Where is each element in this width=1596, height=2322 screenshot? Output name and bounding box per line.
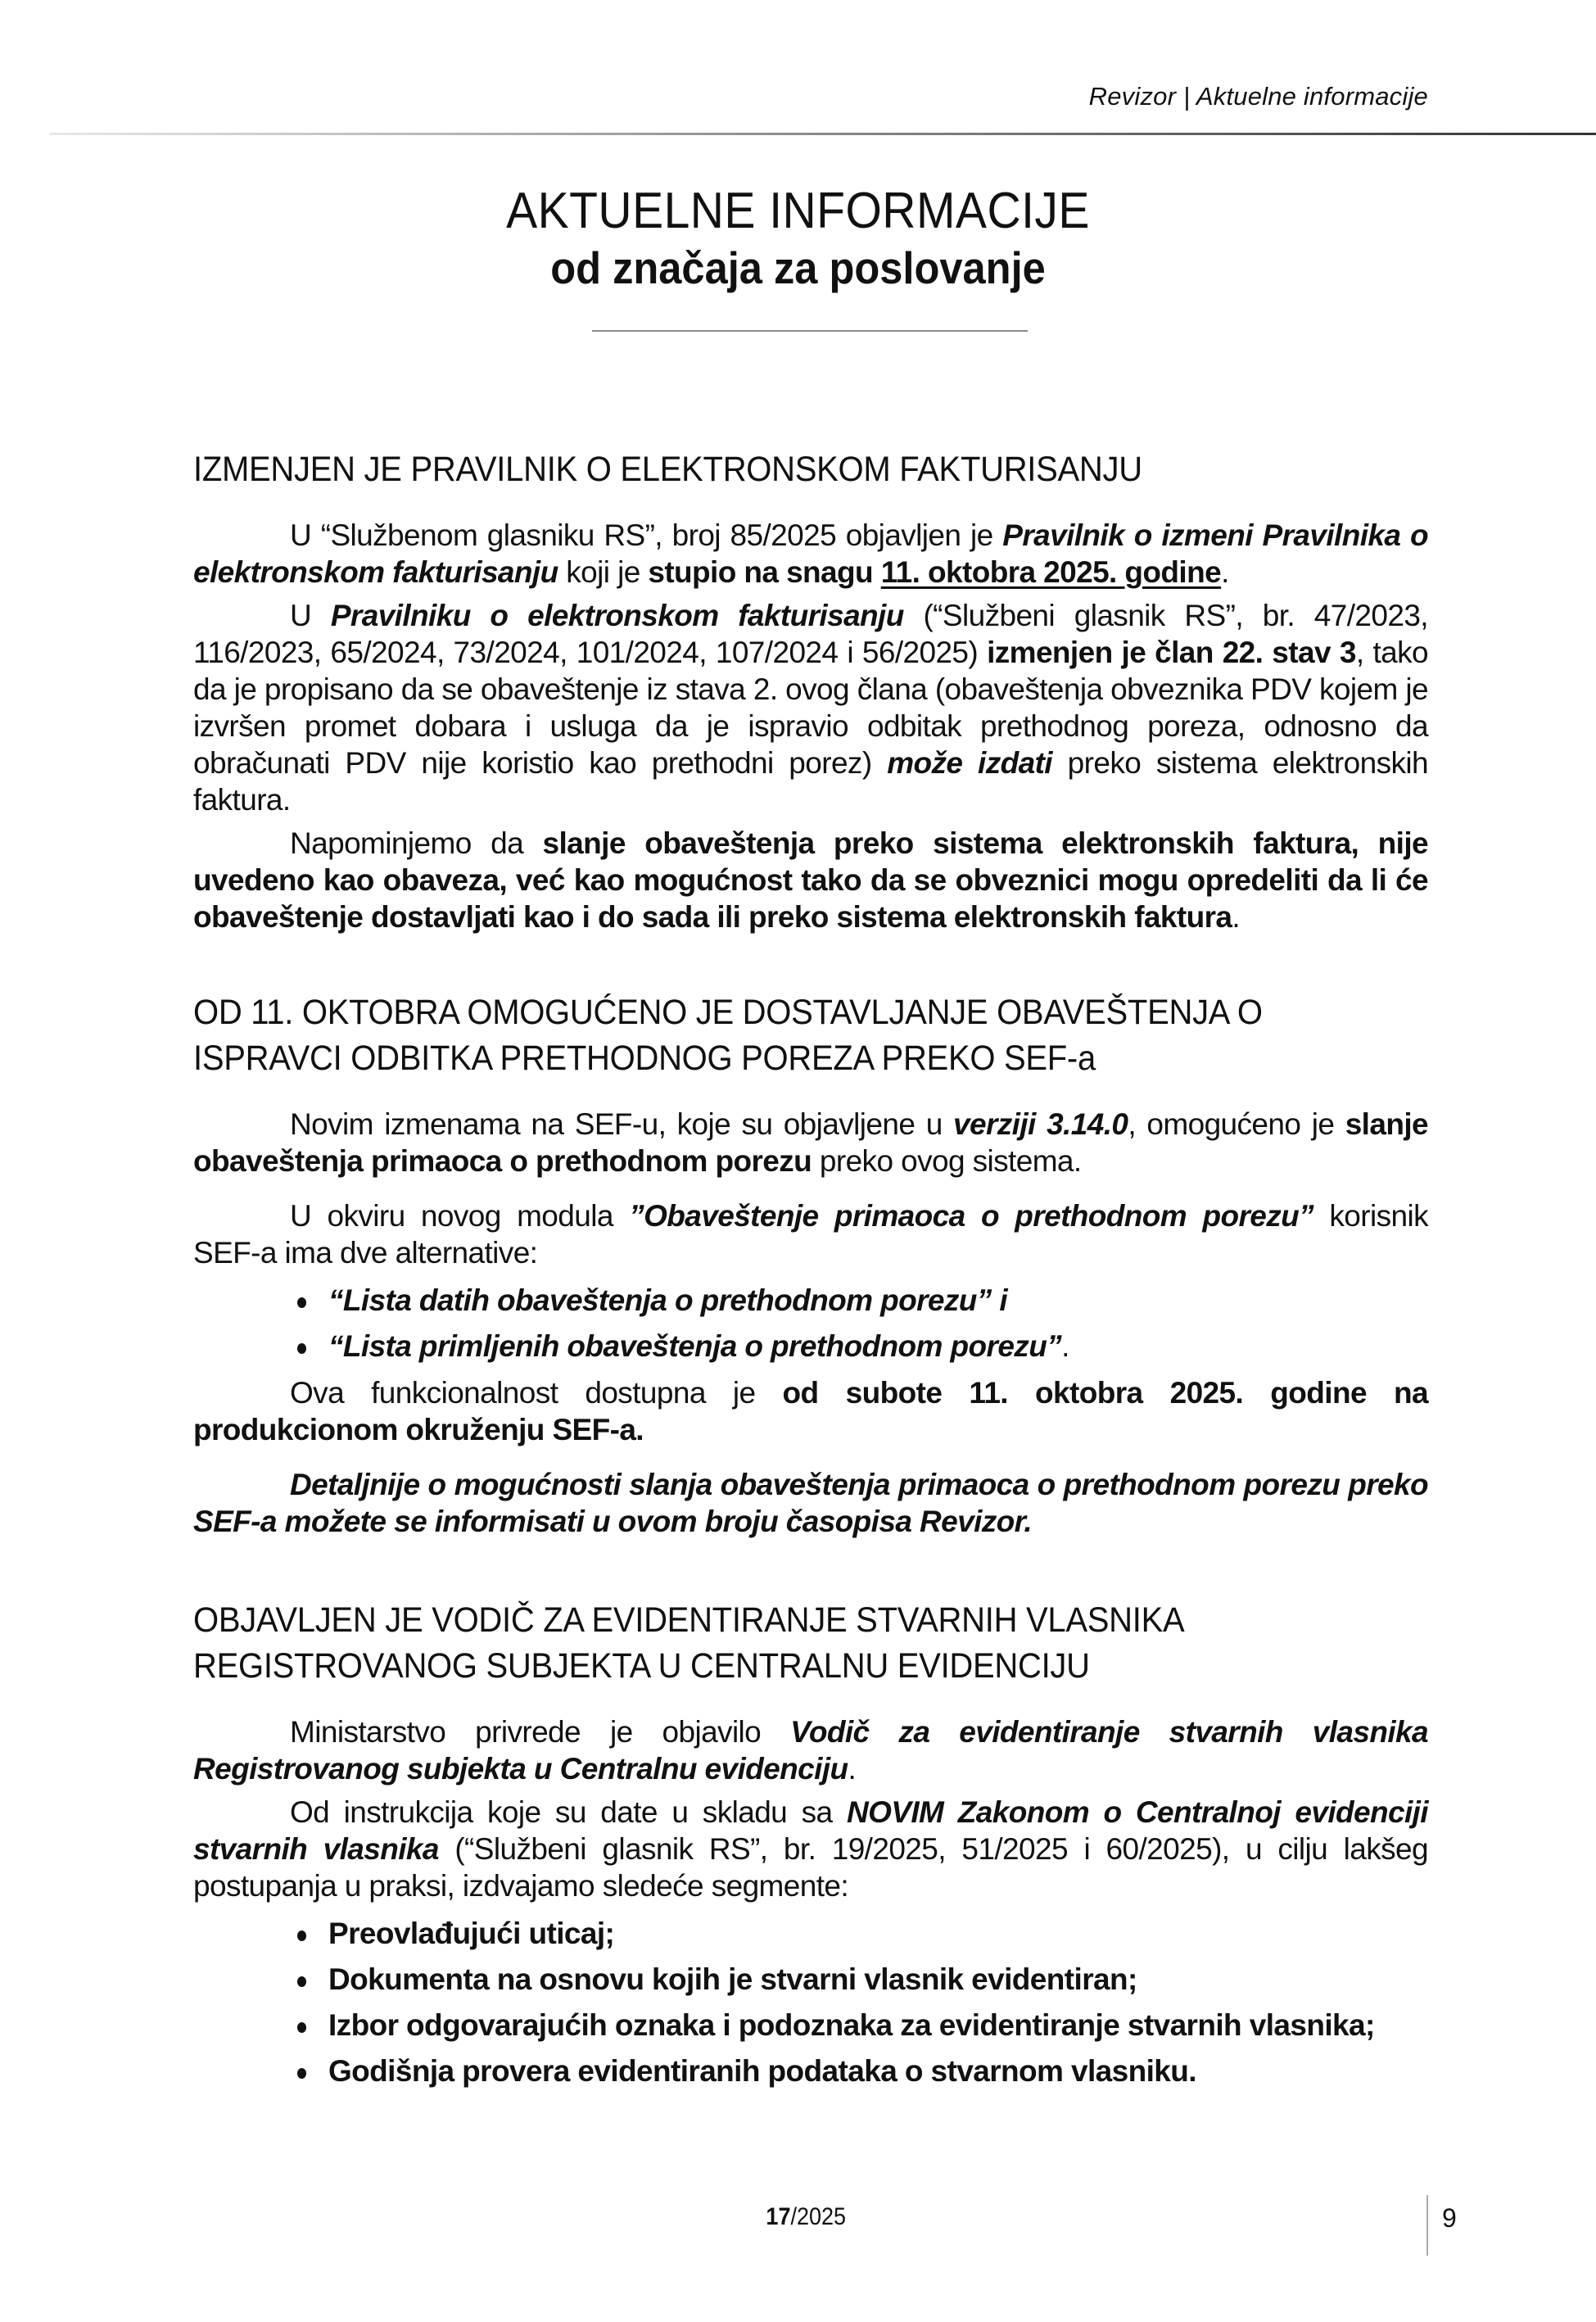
text-run: . xyxy=(848,1752,857,1786)
text-run: Napominjemo da xyxy=(290,826,543,860)
running-header: Revizor | Aktuelne informacije xyxy=(1088,82,1428,111)
paragraph xyxy=(193,1794,1428,1904)
paragraph xyxy=(193,597,1428,818)
footer-divider xyxy=(1426,2195,1428,2256)
text-run: preko sistema elektronskih faktura. xyxy=(193,746,1428,817)
header-rule xyxy=(49,133,1596,135)
list-item xyxy=(328,1911,1428,1957)
section-heading-line-2: REGISTROVANOG SUBJEKTA U CENTRALNU EVIDENCIJU xyxy=(193,1646,1090,1686)
emphasized-text: 11. oktobra 2025. godine xyxy=(880,555,1222,589)
text-run: Novim izmenama na SEF-u, koje su objavljene u xyxy=(290,1107,954,1141)
text-run: , tako da je propisano da se obaveštenje iz stava 2. ovog člana (obaveštenja obveznika PDV kojem je izvršen promet dobara i usluga da je ispravio odbitak prethodnog poreza, odnosno da obračunati PDV nije koristio kao prethodni porez) xyxy=(193,636,1428,780)
article-content xyxy=(193,446,1428,2099)
title-divider xyxy=(592,330,1028,332)
emphasized-text: ”Obaveštenje primaoca o prethodnom porezu” xyxy=(629,1199,1314,1233)
list-item xyxy=(328,2048,1428,2094)
issue-number xyxy=(766,2203,846,2231)
emphasized-text: Preovlađujući uticaj; xyxy=(328,1917,615,1950)
page-title: AKTUELNE INFORMACIJE xyxy=(506,183,1090,239)
emphasized-text: Dokumenta na osnovu kojih je stvarni vlasnik evidentiran; xyxy=(328,1962,1137,1996)
emphasized-text: može izdati xyxy=(887,746,1052,780)
emphasized-text: Detaljnije o mogućnosti slanja obaveštenja primaoca o prethodnom porezu preko SEF-a možete se informisati u ovom broju časopisa Revizor. xyxy=(193,1468,1428,1538)
bullet-list xyxy=(193,1911,1428,2094)
text-run: (“Službeni glasnik RS”, br. 47/2023, 116/2023, 65/2024, 73/2024, 101/2024, 107/2024 i 56/2025) xyxy=(193,599,1428,669)
text-run: . xyxy=(1221,555,1229,589)
text-run: koji je xyxy=(558,555,649,589)
text-run: . xyxy=(1061,1329,1069,1363)
emphasized-text: verziji 3.14.0 xyxy=(953,1107,1128,1141)
text-run: . xyxy=(1232,900,1241,934)
emphasized-text: Godišnja provera evidentiranih podataka o stvarnom vlasniku. xyxy=(328,2054,1196,2088)
issue-year: /2025 xyxy=(790,2203,847,2230)
paragraph xyxy=(193,1713,1428,1787)
paragraph xyxy=(193,1374,1428,1448)
text-run: Od instrukcija koje su date u skladu sa xyxy=(290,1795,847,1829)
paragraph xyxy=(193,825,1428,935)
emphasized-text: Pravilnik o izmeni Pravilnika o elektronskom fakturisanju xyxy=(193,518,1428,589)
text-run: korisnik SEF-a ima dve alternative: xyxy=(193,1199,1429,1270)
section-beneficial-owners-guide xyxy=(193,1597,1428,2094)
paragraph xyxy=(193,1466,1428,1540)
text-run: U xyxy=(290,599,331,632)
emphasized-text: Izbor odgovarajućih oznaka i podoznaka za evidentiranje stvarnih vlasnika; xyxy=(328,2008,1375,2042)
text-run: (“Službeni glasnik RS”, br. 19/2025, 51/2025 i 60/2025), u cilju lakšeg postupanja u praksi, izdvajamo sledeće segmente: xyxy=(193,1832,1428,1903)
emphasized-text: od subote 11. oktobra 2025. godine na produkcionom okruženju SEF-a. xyxy=(193,1376,1428,1446)
page-number: 9 xyxy=(1442,2203,1457,2233)
list-item xyxy=(328,2003,1428,2048)
section-heading-line-1: OD 11. OKTOBRA OMOGUĆENO JE DOSTAVLJANJE OBAVEŠTENJA O xyxy=(193,993,1263,1032)
emphasized-text: “Lista primljenih obaveštenja o prethodnom porezu” xyxy=(328,1329,1062,1363)
emphasized-text: Pravilniku o elektronskom fakturisanju xyxy=(330,599,904,632)
emphasized-text: “Lista datih obaveštenja o prethodnom porezu” i xyxy=(328,1283,1008,1317)
emphasized-text: NOVIM Zakonom o Centralnoj evidenciji stvarnih vlasnika xyxy=(193,1795,1428,1866)
section-sef-notifications xyxy=(193,989,1428,1540)
paragraph xyxy=(193,517,1428,591)
list-item xyxy=(328,1324,1428,1369)
issue-number-value: 17 xyxy=(766,2203,791,2230)
emphasized-text: slanje obaveštenja preko sistema elektronskih faktura, nije uvedeno kao obaveza, već kao mogućnost tako da se obveznici mogu opredeliti da li će obaveštenje dostavljati kao i do sada ili preko sistema elektronskih faktura xyxy=(193,826,1428,934)
page-title-block xyxy=(0,182,1596,295)
emphasized-text: slanje obaveštenja primaoca o prethodnom porezu xyxy=(193,1107,1428,1178)
list-item xyxy=(328,1278,1428,1324)
section-einvoicing-rulebook xyxy=(193,446,1428,935)
paragraph xyxy=(193,1197,1428,1271)
text-run: Ministarstvo privrede je objavilo xyxy=(290,1715,791,1749)
emphasized-text: Vodič za evidentiranje stvarnih vlasnika Registrovanog subjekta u Centralnu evidenciju xyxy=(193,1715,1428,1786)
page-subtitle: od značaja za poslovanje xyxy=(550,242,1046,293)
section-heading-line-1: OBJAVLJEN JE VODIČ ZA EVIDENTIRANJE STVARNIH VLASNIKA xyxy=(193,1600,1185,1640)
text-run: preko ovog sistema. xyxy=(812,1144,1082,1178)
text-run: , omogućeno je xyxy=(1128,1107,1345,1141)
text-run: U “Službenom glasniku RS”, broj 85/2025 objavljen je xyxy=(290,518,1003,552)
text-run: U okviru novog modula xyxy=(290,1199,630,1233)
emphasized-text: stupio na snagu xyxy=(648,555,881,589)
bullet-list xyxy=(193,1278,1428,1369)
text-run: Ova funkcionalnost dostupna je xyxy=(290,1376,783,1410)
emphasized-text: izmenjen je član 22. stav 3 xyxy=(987,636,1356,669)
section-heading: IZMENJEN JE PRAVILNIK O ELEKTRONSKOM FAKTURISANJU xyxy=(193,450,1142,489)
list-item xyxy=(328,1957,1428,2003)
section-heading-line-2: ISPRAVCI ODBITKA PRETHODNOG POREZA PREKO SEF-a xyxy=(193,1039,1096,1078)
paragraph xyxy=(193,1106,1428,1179)
